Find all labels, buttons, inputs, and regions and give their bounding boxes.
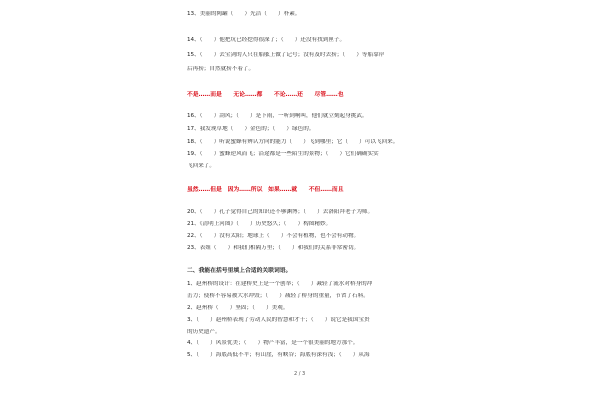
section2-question-1-continued: 击力；使桥不容易被大水冲毁；（ ）减轻了桥身的重量，节省了石料。 bbox=[187, 293, 369, 299]
page-number: 2 / 3 bbox=[294, 371, 306, 377]
question-18: 18、（ ）听说蜜蜂有辨认方向的能力（ ）飞到哪里；它（ ）可以飞回来。 bbox=[187, 139, 399, 145]
conjunction-options-1: 不是……而是 无论……都 不论……还 尽管……也 bbox=[187, 92, 344, 98]
question-23: 23、表姐（ ）和我们相隔万里；（ ）和我们的关系非常密切。 bbox=[187, 245, 360, 251]
question-15-continued: 后再捞；自然就捞不着了。 bbox=[187, 66, 255, 72]
question-17: 17、我发现草地（ ）金色的；（ ）绿色的。 bbox=[187, 126, 315, 132]
section2-question-3-continued: 的历史遗产。 bbox=[187, 329, 221, 335]
question-21: 21、《清明上河图》（ ）历史悠久；（ ）构图精妙。 bbox=[187, 221, 332, 227]
question-13: 13、美丽的陶罐（ ）光洁（ ）朴素。 bbox=[187, 11, 301, 17]
section2-question-1: 1、赵州桥的设计：在建桥史上是一个创举；（ ）减轻了流水对桥身的冲 bbox=[187, 281, 373, 287]
question-16: 16、（ ）刮风；（ ）是下雨，一听到响叫，他们就立刻起身挑武。 bbox=[187, 113, 368, 119]
question-19: 19、（ ）蜜蜂逆风而飞；沿途都是一些陌生的景物；（ ）它们确确实实 bbox=[187, 151, 379, 157]
question-15: 15、（ ）去宝剑的人只在船舷上做了记号；没有及时去捞；（ ）等船靠岸 bbox=[187, 52, 385, 58]
question-14: 14、（ ）他把坑已经挖得很深了；（ ）还没有找到匣子。 bbox=[187, 37, 346, 43]
section2-question-3: 3、（ ）赵州桥表现了劳动人民的智慧和才干；（ ）说它是我国宝贵 bbox=[187, 317, 370, 323]
section2-question-4: 4、（ ）风景优美；（ ）物产丰富，是一个很美丽的地方那个。 bbox=[187, 340, 359, 346]
section2-question-5: 5、（ ）海底高低不平；有山崖，有峡谷；海底有深有浅；（ ）从海 bbox=[187, 352, 370, 358]
question-19-continued: 飞回来了。 bbox=[187, 163, 215, 169]
question-22: 22、（ ）没有太阳；地球上（ ）不会有植物，也不会有动物。 bbox=[187, 233, 360, 239]
section-heading: 二、我能在括号里填上合适的关联词语。 bbox=[187, 268, 292, 274]
conjunction-options-2: 虽然……但是 因为……所以 如果……就 不但……而且 bbox=[187, 187, 344, 193]
section2-question-2: 2、赵州桥（ ）坚固；（ ）美观。 bbox=[187, 305, 289, 311]
question-20: 20、（ ）孔子觉得自己的知识还不够渊博；（ ）去洛阳拜老子为师。 bbox=[187, 209, 374, 215]
